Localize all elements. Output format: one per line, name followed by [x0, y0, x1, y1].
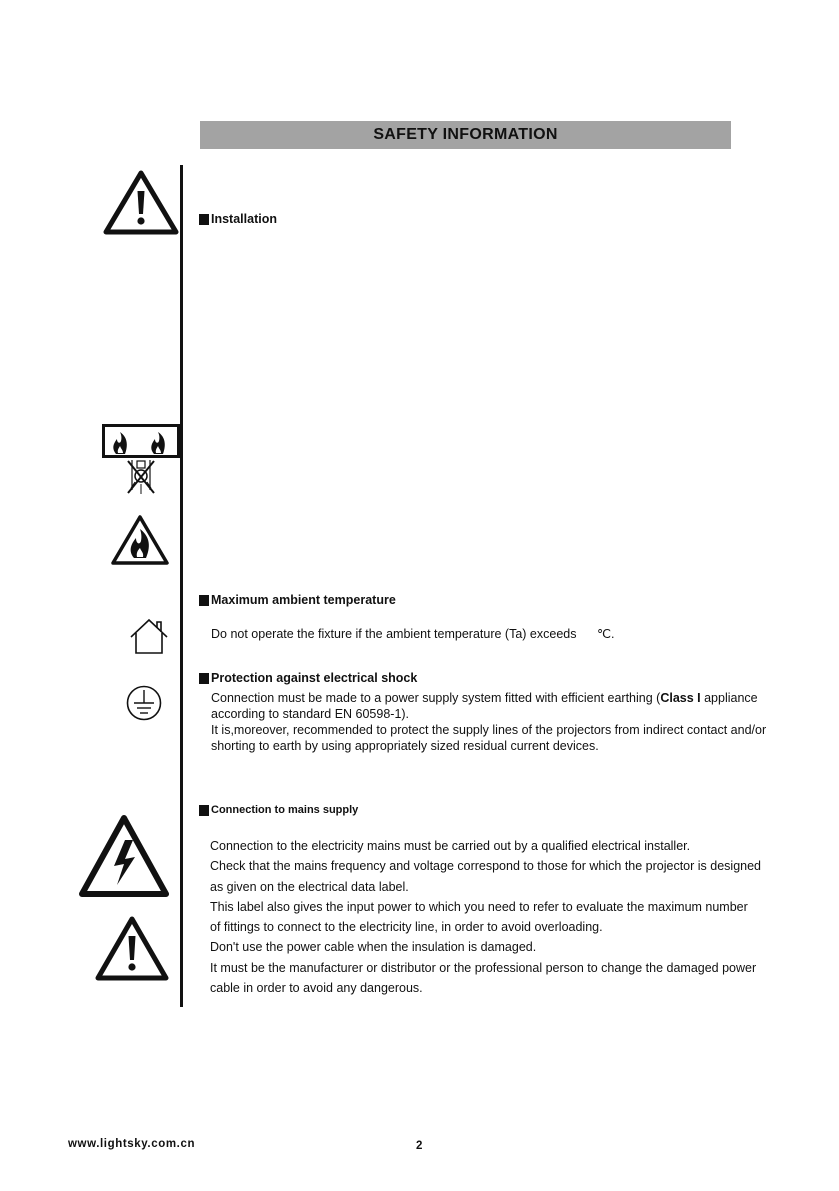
footer-website: www.lightsky.com.cn	[68, 1138, 196, 1150]
mains-supply-heading: Connection to mains supply	[199, 804, 358, 816]
warning-triangle-icon	[103, 169, 179, 235]
warning-triangle-icon	[95, 915, 169, 981]
bullet-square-icon	[199, 214, 209, 225]
bullet-square-icon	[199, 673, 209, 684]
electrical-shock-heading: Protection against electrical shock	[199, 671, 417, 685]
title-bar	[200, 121, 731, 149]
mains-supply-text	[210, 836, 761, 998]
bullet-square-icon	[199, 805, 209, 816]
mains-line: This label also gives the input power to which you need to refer to evaluate the maximum number	[210, 899, 748, 914]
page-number: 2	[416, 1140, 423, 1152]
electrical-shock-text	[211, 690, 766, 754]
page-title: SAFETY INFORMATION	[373, 126, 558, 143]
mains-line: It must be the manufacturer or distributor or the professional person to change the damaged power	[210, 960, 757, 975]
shock-line-1: Connection must be made to a power supply system fitted with efficient earthing (Class I appliance	[211, 691, 758, 705]
no-flammable-surface-icon	[102, 424, 180, 498]
installation-heading: Installation	[199, 212, 277, 226]
bullet-square-icon	[199, 595, 209, 606]
mains-line: Don't use the power cable when the insulation is damaged.	[210, 940, 537, 955]
ambient-temperature-text: Do not operate the fixture if the ambient temperature (Ta) exceeds	[211, 627, 577, 641]
mains-line: Connection to the electricity mains must be carried out by a qualified electrical installer.	[210, 839, 691, 853]
mains-line: Check that the mains frequency and voltage correspond to those for which the projector is designed	[210, 859, 762, 874]
shock-line-3: It is,moreover, recommended to protect the supply lines of the projectors from indirect contact and/or	[211, 723, 767, 737]
margin-divider	[180, 165, 183, 1007]
mains-line: as given on the electrical data label.	[210, 879, 409, 894]
earth-ground-icon	[125, 684, 163, 722]
shock-line-2: according to standard EN 60598-1).	[211, 707, 410, 721]
ambient-temperature-unit: ℃.	[597, 627, 615, 641]
ambient-temperature-heading: Maximum ambient temperature	[199, 593, 396, 607]
indoor-use-icon	[128, 618, 170, 656]
fire-hazard-icon	[110, 514, 170, 566]
shock-line-4: shorting to earth by using appropriately sized residual current devices.	[211, 739, 599, 753]
mains-line: of fittings to connect to the electricity line, in order to avoid overloading.	[210, 920, 603, 935]
mains-line: cable in order to avoid any dangerous.	[210, 981, 423, 996]
high-voltage-icon	[79, 814, 169, 898]
